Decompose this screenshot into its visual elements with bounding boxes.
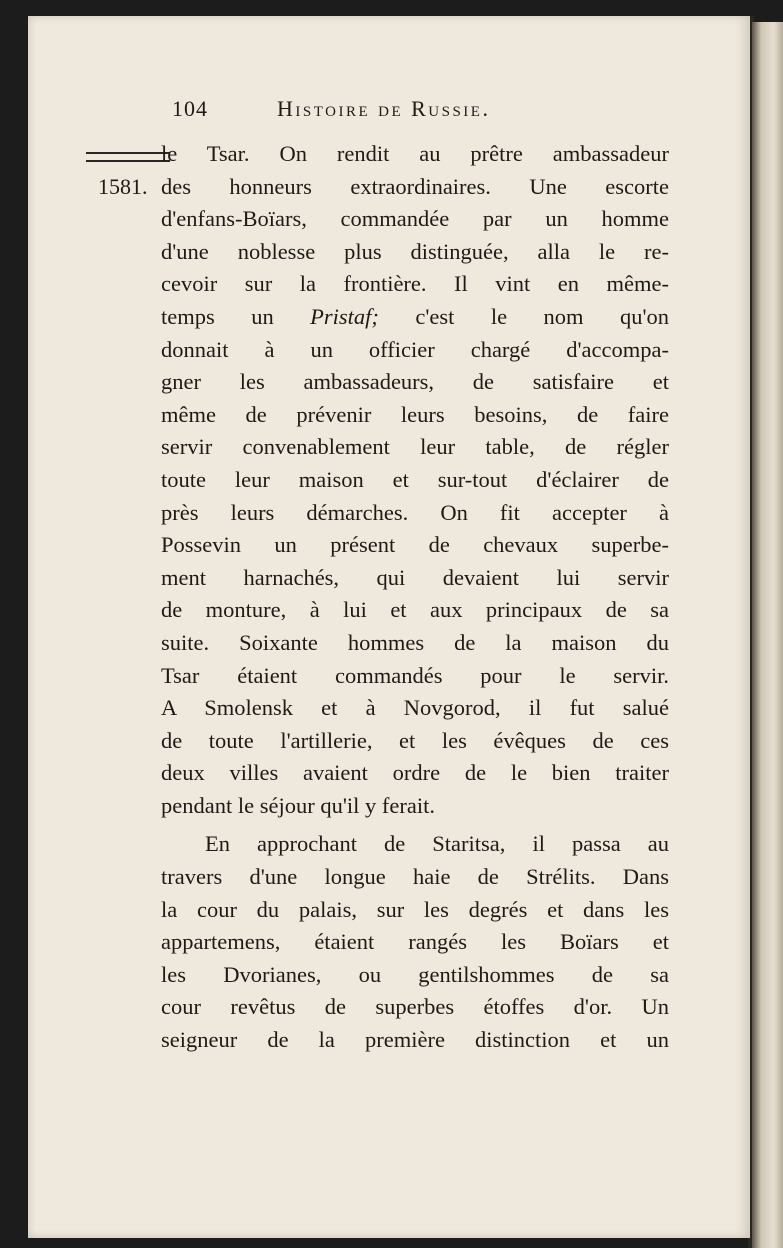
text-line: la cour du palais, sur les degrés et dans les	[161, 896, 669, 922]
text-line: ment harnachés, qui devaient lui servir	[161, 564, 669, 590]
running-title: Histoire de Russie.	[277, 96, 491, 121]
text-line: appartemens, étaient rangés les Boïars et	[161, 929, 669, 955]
text-line: des honneurs extraordinaires. Une escorte	[161, 173, 669, 199]
text-line: suite. Soixante hommes de la maison du	[161, 629, 669, 655]
text-line: deux villes avaient ordre de le bien traiter	[161, 760, 669, 786]
text-line: pendant le séjour qu'il y ferait.	[161, 792, 435, 818]
text-line: Possevin un présent de chevaux superbe-	[161, 532, 669, 558]
paragraph-1	[161, 138, 669, 822]
text-line: Tsar étaient commandés pour le servir.	[161, 662, 669, 688]
text-line: cour revêtus de superbes étoffes d'or. Un	[161, 994, 669, 1020]
book-page-edges	[752, 22, 783, 1248]
text-line: En approchant de Staritsa, il passa au	[205, 831, 669, 857]
text-line: même de prévenir leurs besoins, de faire	[161, 401, 669, 427]
text-line: toute leur maison et sur-tout d'éclairer de	[161, 466, 669, 492]
page-number: 104	[172, 96, 208, 121]
text-line: gner les ambassadeurs, de satisfaire et	[161, 369, 669, 395]
margin-year: 1581.	[98, 174, 148, 199]
text-line: seigneur de la première distinction et un	[161, 1027, 669, 1053]
text-line: de toute l'artillerie, et les évêques de ces	[161, 727, 669, 753]
text-line: d'une noblesse plus distinguée, alla le re-	[161, 238, 669, 264]
book-page	[28, 16, 750, 1238]
text-line: d'enfans-Boïars, commandée par un homme	[161, 206, 669, 232]
paragraph-2	[161, 828, 669, 1056]
running-head	[28, 96, 750, 126]
text-line: près leurs démarches. On fit accepter à	[161, 499, 669, 525]
body-text	[161, 138, 669, 1057]
text-line: le Tsar. On rendit au prêtre ambassadeur	[161, 141, 669, 166]
text-line: cevoir sur la frontière. Il vint en même-	[161, 271, 669, 297]
text-line: A Smolensk et à Novgorod, il fut salué	[161, 695, 669, 721]
section-rule	[86, 152, 170, 162]
text-line: travers d'une longue haie de Strélits. Dans	[161, 864, 669, 890]
emphasized-term: Pristaf;	[310, 303, 379, 329]
text-line: les Dvorianes, ou gentilshommes de sa	[161, 961, 669, 987]
text-line: donnait à un officier chargé d'accompa-	[161, 336, 669, 362]
text-line: servir convenablement leur table, de régler	[161, 434, 669, 460]
text-line-with-emphasis: temps un Pristaf; c'est le nom qu'on	[161, 303, 670, 329]
text-line: de monture, à lui et aux principaux de sa	[161, 597, 669, 623]
